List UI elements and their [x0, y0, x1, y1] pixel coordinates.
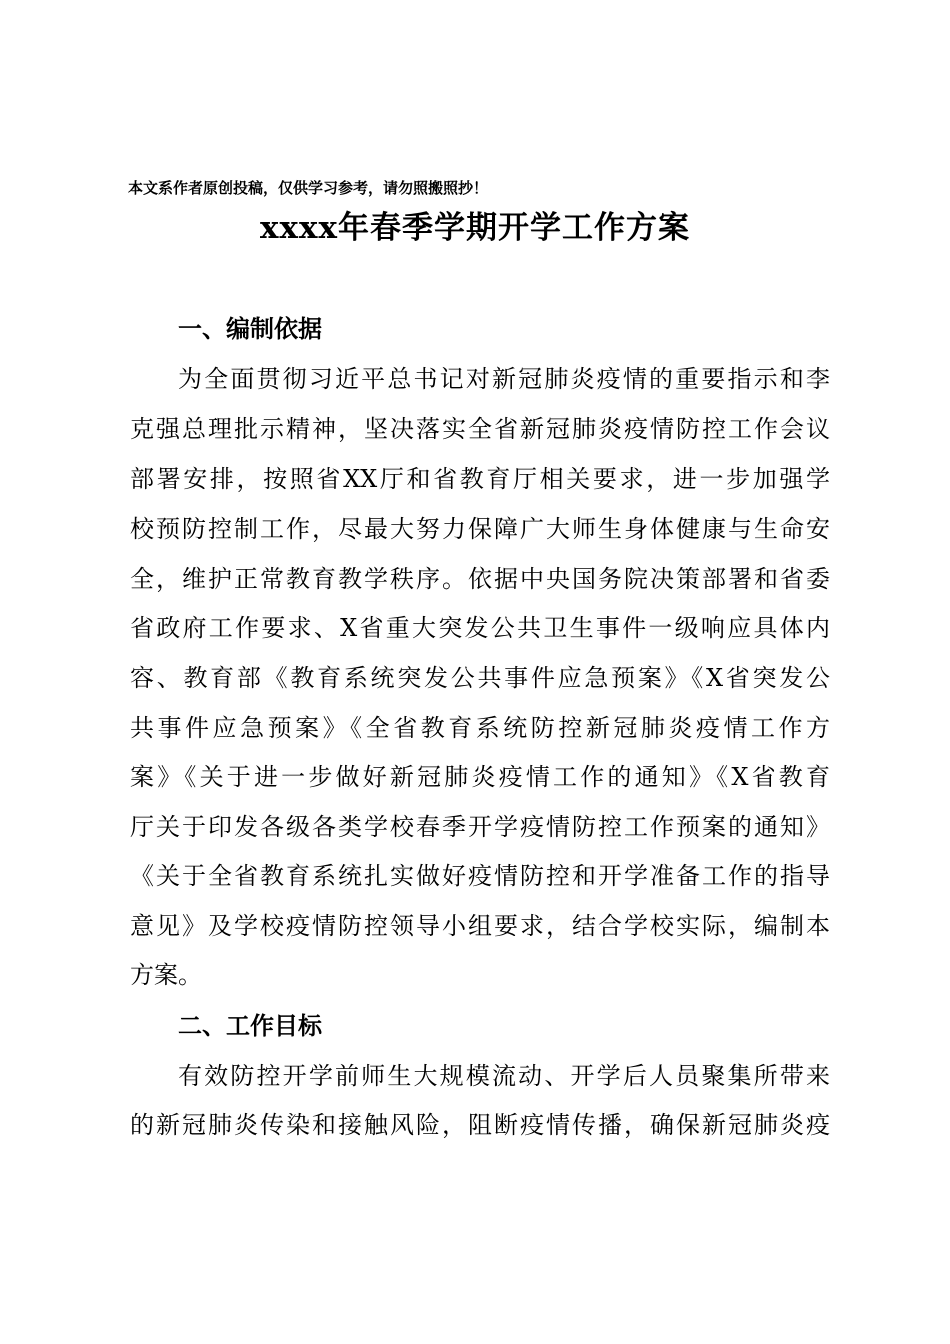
paragraph-line: 方案。	[130, 961, 202, 989]
paragraph-line: 的新冠肺炎传染和接触风险，阻断疫情传播，确保新冠肺炎疫	[130, 1111, 830, 1139]
copyright-notice: 本文系作者原创投稿，仅供学习参考，请勿照搬照抄！	[128, 179, 489, 197]
paragraph-line: 为全面贯彻习近平总书记对新冠肺炎疫情的重要指示和李	[178, 365, 830, 393]
paragraph-line: 容、教育部《教育系统突发公共事件应急预案》《X省突发公	[130, 664, 830, 692]
paragraph-line: 克强总理批示精神，坚决落实全省新冠肺炎疫情防控工作会议	[130, 415, 830, 443]
paragraph-line: 校预防控制工作，尽最大努力保障广大师生身体健康与生命安	[130, 515, 830, 543]
paragraph-line: 厅关于印发各级各类学校春季开学疫情防控工作预案的通知》	[130, 813, 830, 841]
paragraph-line: 共事件应急预案》《全省教育系统防控新冠肺炎疫情工作方	[130, 714, 830, 742]
paragraph-line: 《关于全省教育系统扎实做好疫情防控和开学准备工作的指导	[130, 862, 830, 890]
paragraph-line: 意见》及学校疫情防控领导小组要求，结合学校实际，编制本	[130, 912, 830, 940]
paragraph-line: 案》《关于进一步做好新冠肺炎疫情工作的通知》《X省教育	[130, 763, 830, 791]
paragraph-line: 全，维护正常教育教学秩序。依据中央国务院决策部署和省委	[130, 565, 830, 593]
paragraph-line: 有效防控开学前师生大规模流动、开学后人员聚集所带来	[178, 1062, 830, 1090]
paragraph-line: 部署安排，按照省XX厅和省教育厅相关要求，进一步加强学	[130, 465, 830, 493]
section-heading: 一、编制依据	[178, 315, 322, 343]
paragraph-line: 省政府工作要求、X省重大突发公共卫生事件一级响应具体内	[130, 614, 830, 642]
section-heading: 二、工作目标	[178, 1012, 322, 1040]
document-title: xxxx年春季学期开学工作方案	[260, 210, 690, 246]
